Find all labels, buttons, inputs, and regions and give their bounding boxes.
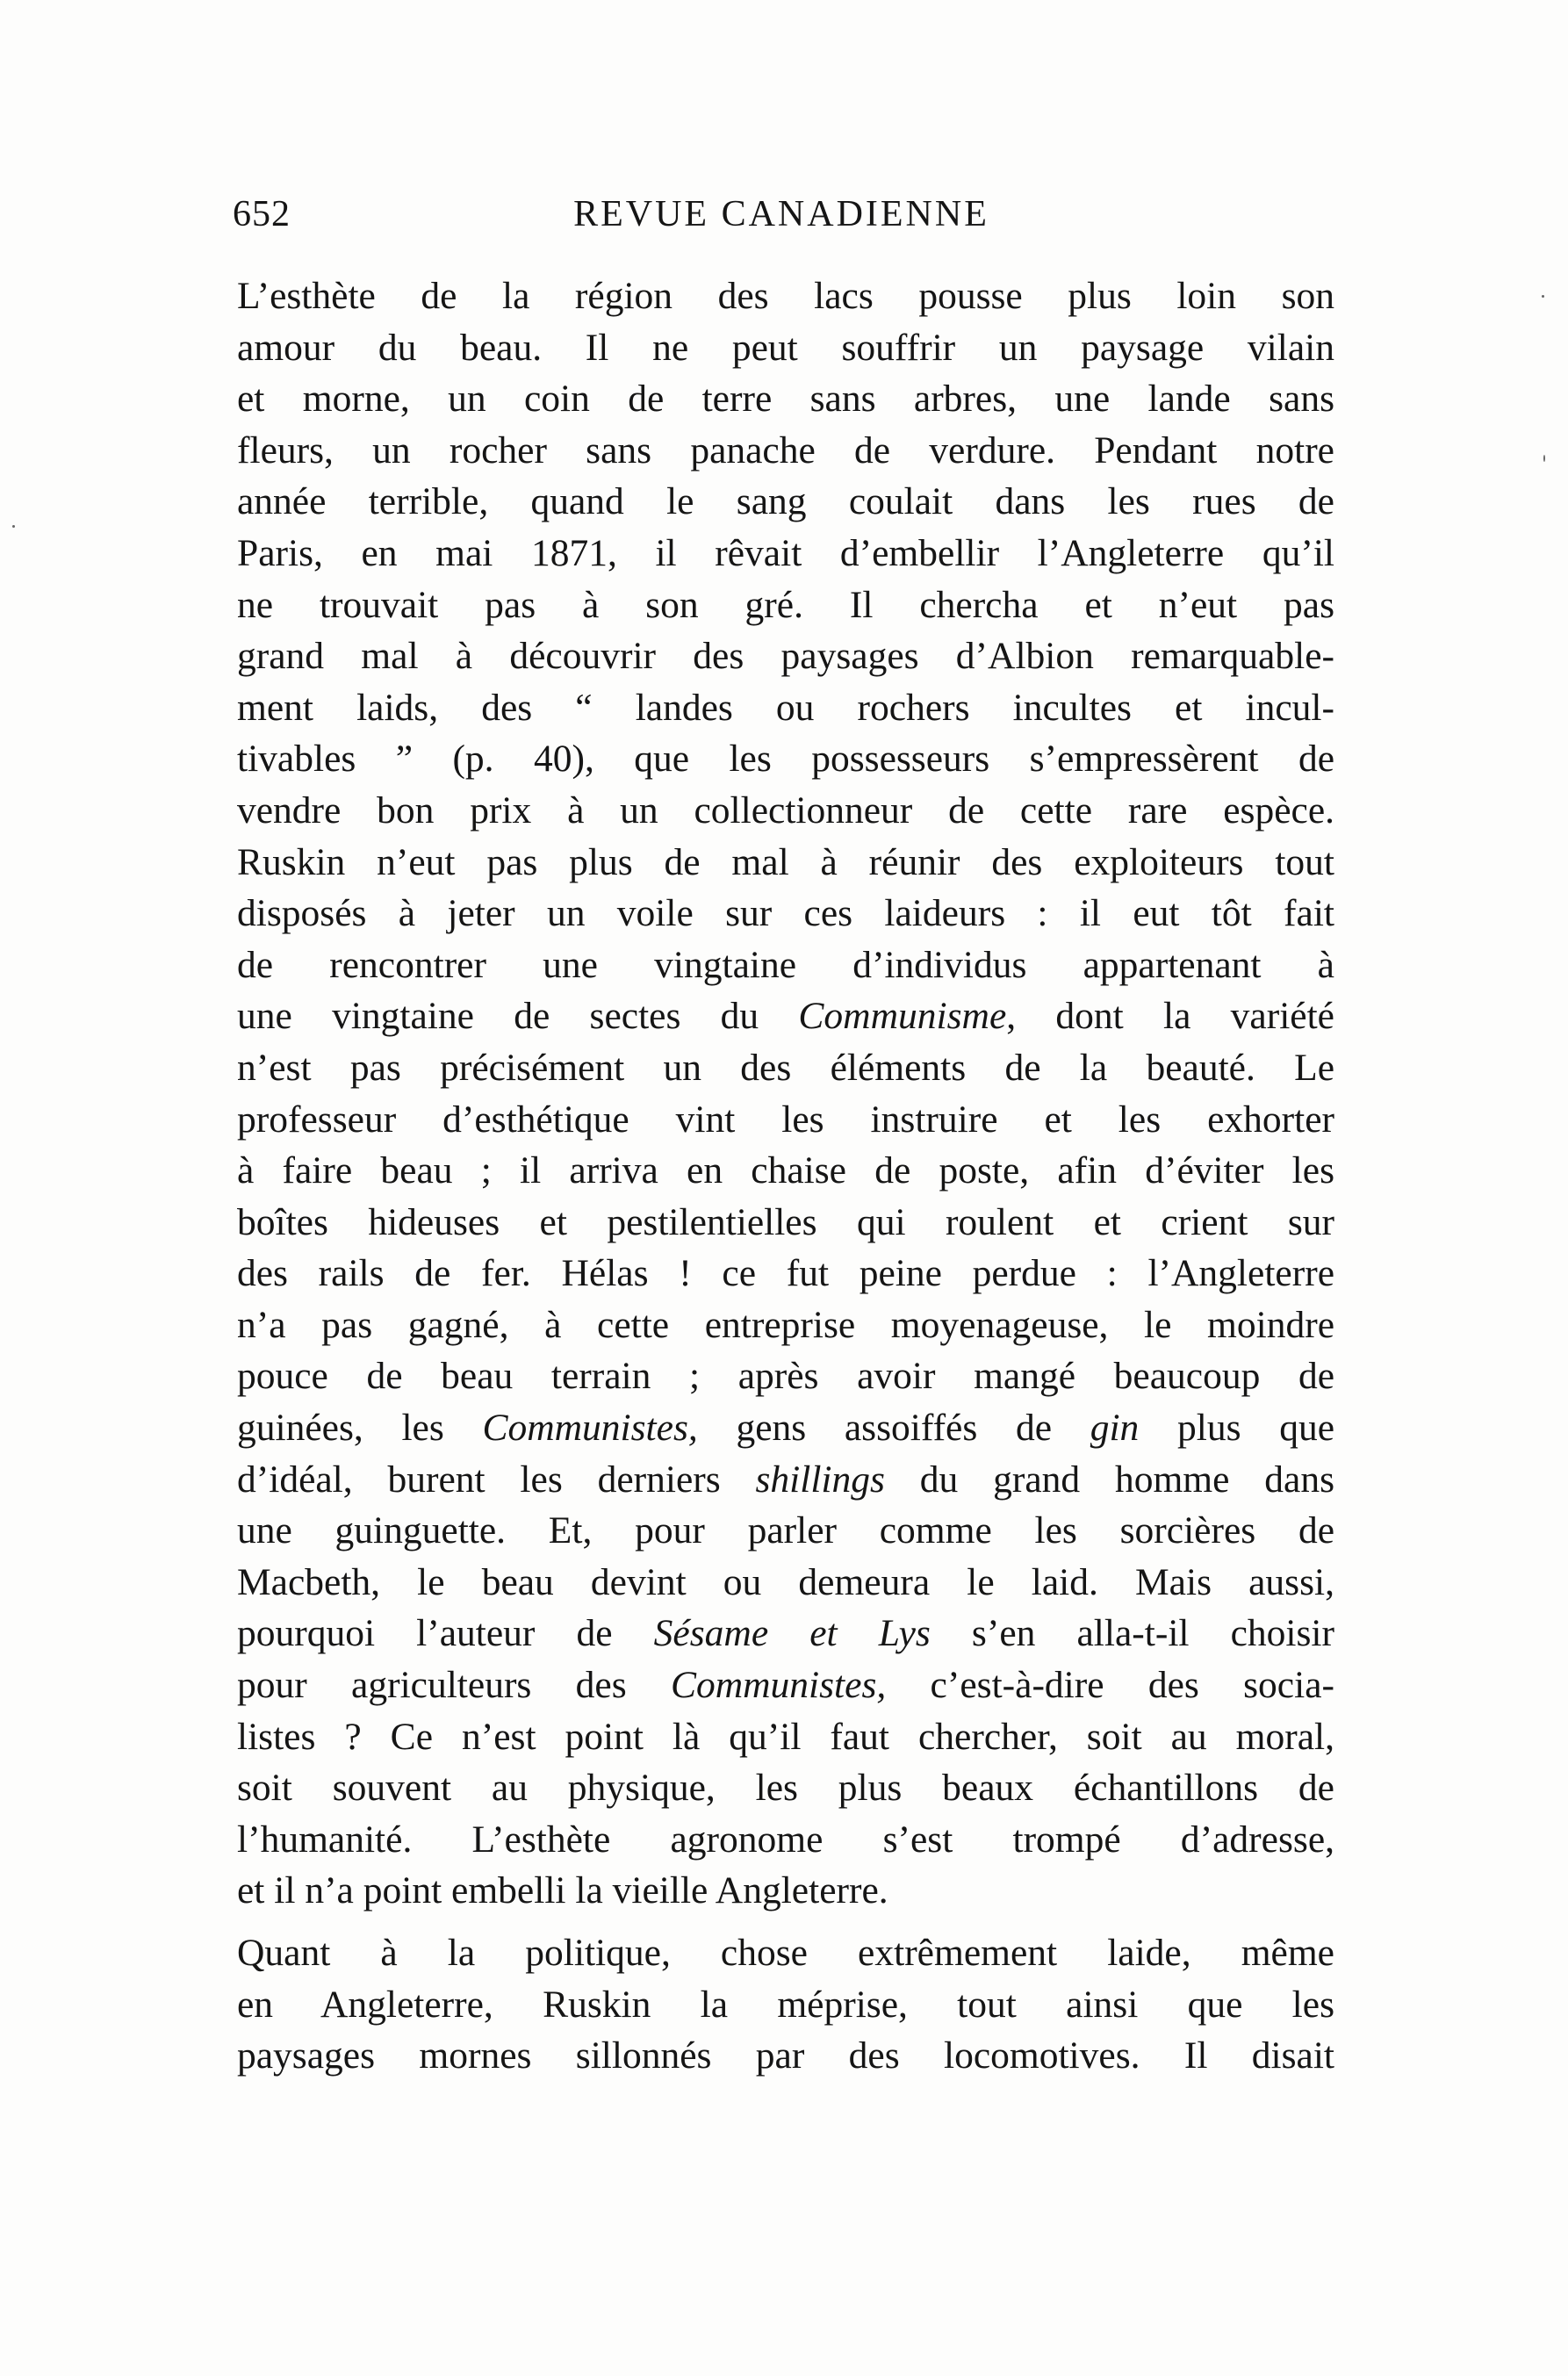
scan-speck [12, 525, 15, 528]
text-line: amour du beau. Il ne peut souffrir un paysage vilain [237, 326, 1334, 369]
text-line: Ruskin n’eut pas plus de mal à réunir des exploiteurs tout [237, 840, 1334, 883]
text-line: d’idéal, burent les derniers shillings du grand homme dans [237, 1458, 1334, 1501]
text-line: une vingtaine de sectes du Communisme, dont la variété [237, 995, 1334, 1038]
text-line: n’est pas précisément un des éléments de la beauté. Le [237, 1046, 1334, 1089]
scan-speck [1543, 455, 1545, 462]
text-line: l’humanité. L’esthète agronome s’est trompé d’adresse, [237, 1818, 1334, 1861]
text-line: boîtes hideuses et pestilentielles qui roulent et crient sur [237, 1200, 1334, 1243]
text-line: guinées, les Communistes, gens assoiffés de gin plus que [237, 1407, 1335, 1450]
text-line: pour agriculteurs des Communistes, c’est-à-dire des socia- [237, 1664, 1334, 1707]
running-head: REVUE CANADIENNE [573, 194, 989, 234]
text-line: Quant à la politique, chose extrêmement laide, même [237, 1932, 1334, 1974]
scan-speck [1542, 295, 1544, 298]
text-line: listes ? Ce n’est point là qu’il faut chercher, soit au moral, [237, 1715, 1334, 1758]
text-line: fleurs, un rocher sans panache de verdure. Pendant notre [237, 428, 1334, 472]
text-line: et il n’a point embelli la vieille Angleterre. [237, 1869, 888, 1912]
text-line: professeur d’esthétique vint les instruire et les exhorter [237, 1098, 1334, 1141]
text-line: de rencontrer une vingtaine d’individus appartenant à [237, 943, 1334, 986]
text-line: L’esthète de la région des lacs pousse plus loin son [237, 275, 1334, 317]
page-header [233, 193, 1330, 246]
text-line: vendre bon prix à un collectionneur de cette rare espèce. [237, 788, 1334, 832]
text-line: ment laids, des “ landes ou rochers incultes et incul- [237, 686, 1334, 729]
text-line: n’a pas gagné, à cette entreprise moyenageuse, le moindre [237, 1303, 1334, 1346]
text-line: pouce de beau terrain ; après avoir mangé beaucoup de [237, 1355, 1334, 1398]
text-line: tivables ” (p. 40), que les possesseurs s’empressèrent de [237, 738, 1334, 781]
text-line: grand mal à découvrir des paysages d’Albion remarquable- [237, 635, 1334, 678]
paragraph [237, 1927, 1334, 2082]
text-line: une guinguette. Et, pour parler comme les sorcières de [237, 1509, 1334, 1552]
text-line: et morne, un coin de terre sans arbres, une lande sans [237, 378, 1334, 421]
text-line: Paris, en mai 1871, il rêvait d’embellir l’Angleterre qu’il [237, 531, 1334, 574]
text-line: paysages mornes sillonnés par des locomotives. Il disait [237, 2034, 1334, 2077]
text-line: pourquoi l’auteur de Sésame et Lys s’en alla-t-il choisir [237, 1612, 1334, 1655]
text-line: Macbeth, le beau devint ou demeura le laid. Mais aussi, [237, 1560, 1334, 1603]
text-line: ne trouvait pas à son gré. Il chercha et n’eut pas [237, 583, 1334, 626]
text-line: soit souvent au physique, les plus beaux échantillons de [237, 1767, 1334, 1810]
page-number: 652 [233, 194, 291, 234]
text-line: disposés à jeter un voile sur ces laideurs : il eut tôt fait [237, 892, 1334, 935]
paragraph [237, 270, 1334, 1917]
body-text [237, 270, 1334, 2082]
text-line: des rails de fer. Hélas ! ce fut peine perdue : l’Angleterre [237, 1252, 1334, 1295]
paragraph-gap [237, 1917, 1334, 1927]
text-line: en Angleterre, Ruskin la méprise, tout ainsi que les [237, 1983, 1334, 2026]
text-line: année terrible, quand le sang coulait dans les rues de [237, 480, 1334, 523]
text-line: à faire beau ; il arriva en chaise de poste, afin d’éviter les [237, 1149, 1334, 1192]
